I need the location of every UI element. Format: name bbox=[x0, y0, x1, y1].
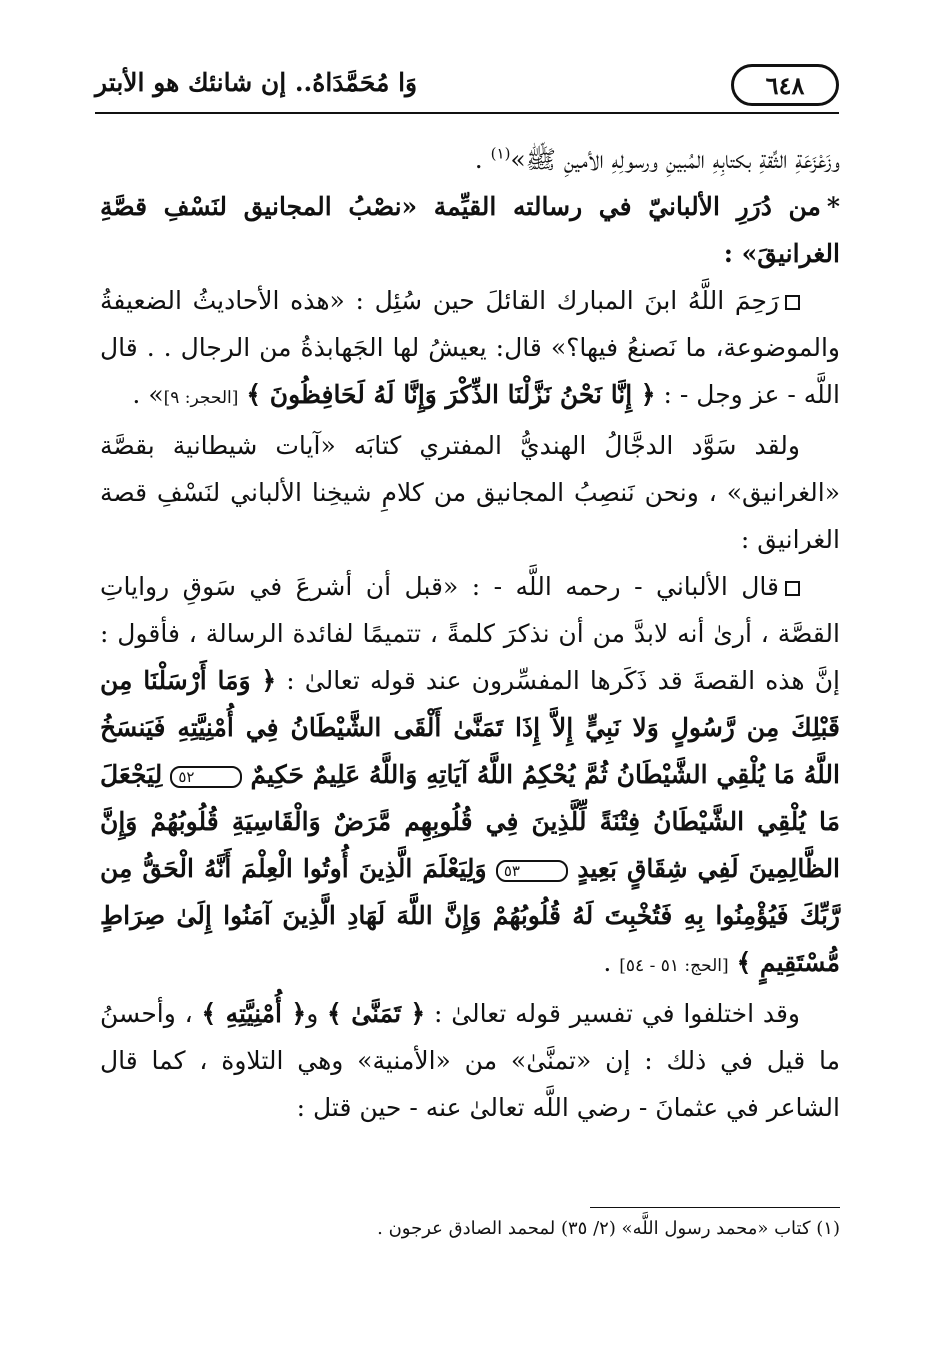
footnote: (١) كتاب «محمد رسول اللَّه» (٢/ ٣٥) لمحمد الصادق عرجون . bbox=[377, 1218, 840, 1239]
quran-word: ﴿ تَمَنَّىٰ ﴾ bbox=[327, 999, 426, 1028]
paragraph-4 bbox=[100, 563, 840, 990]
footnote-marker: (١) bbox=[490, 144, 511, 163]
quran-verse: ﴿ إِنَّا نَحْنُ نَزَّلْنَا الذِّكْرَ وَإِنَّا لَهُ لَحَافِظُونَ ﴾ bbox=[246, 380, 656, 409]
paragraph-5 bbox=[100, 990, 840, 1131]
ayah-number-53: ٥٣ bbox=[496, 860, 568, 882]
ayah-number-52: ٥٢ bbox=[170, 766, 242, 788]
page-header bbox=[95, 62, 839, 120]
conjunction: و bbox=[306, 999, 328, 1028]
paragraph-4-end: . bbox=[603, 948, 620, 977]
running-title: وَا مُحَمَّدَاهُ.. إن شانئك هو الأبتر bbox=[95, 68, 418, 97]
paragraph-1 bbox=[100, 136, 840, 183]
quran-verse: ﴿ وَمَا أَرْسَلْنَا مِن قَبْلِكَ مِن رَّسُولٍ وَلا نَبِيٍّ إِلاَّ إِذَا تَمَنَّىٰ أَلْقَى الشَّيْطَانُ فِي أُمْنِيَّتِهِ فَيَنسَخُ اللَّهُ مَا يُلْقِي الشَّيْطَانُ ثُمَّ يُحْكِمُ اللَّهُ آيَاتِهِ وَاللَّهُ عَلِيمٌ حَكِيمٌ bbox=[100, 666, 840, 789]
header-divider bbox=[95, 112, 839, 114]
paragraph-4-text: قال الألباني - رحمه اللَّه - : «قبل أن أشرعَ في سَوقِ رواياتِ القصَّة ، أرىٰ أنه لابدَّ من أن نذكرَ كلمةً ، تتميمًا لفائدة الرسالة ، فأقول : إنَّ هذه القصةَ قد ذَكَرها المفسِّرون عند قوله تعالىٰ : bbox=[100, 572, 840, 695]
paragraph-3: ولقد سَوَّد الدجَّالُ الهنديُّ المفتري كتابَه «آيات شيطانية بقصَّة «الغرانيق» ، ونحن نَنصِبُ المجانيق من كلامِ شيخِنا الألباني لنَسْفِ قصة الغرانيق : bbox=[100, 431, 840, 554]
quran-verse: لِيَجْعَلَ مَا يُلْقِي الشَّيْطَانُ فِتْنَةً لِّلَّذِينَ فِي قُلُوبِهِم مَّرَضٌ وَالْقَاسِيَةِ قُلُوبُهُمْ وَإِنَّ الظَّالِمِينَ لَفِي شِقَاقٍ بَعِيدٍ bbox=[100, 760, 841, 883]
paragraph-2-end: » . bbox=[132, 380, 164, 409]
square-bullet-icon bbox=[785, 581, 800, 596]
page-number: ٦٤٨ bbox=[731, 64, 839, 106]
paragraph-2-text: رَحِمَ اللَّهُ ابنَ المبارك القائلَ حين سُئِل : «هذه الأحاديثُ الضعيفةُ والموضوعة، ما نَصنعُ فيها؟» قال: يعيشُ لها الجَهابذةُ من الرجال . . قال اللَّه - عز وجل - : bbox=[100, 286, 840, 409]
paragraph-1-text: وزَعْزَعَةِ الثِّقةِ بكتابِهِ المُبينِ ورسولِهِ الأمينِ ﷺ» bbox=[510, 145, 840, 174]
paragraph-2 bbox=[100, 277, 840, 422]
paragraph-5-text: وقد اختلفوا في تفسير قوله تعالىٰ : bbox=[434, 999, 800, 1028]
quran-verse: وَلِيَعْلَمَ الَّذِينَ أُوتُوا الْعِلْمَ أَنَّهُ الْحَقُّ مِن رَّبِّكَ فَيُؤْمِنُوا بِهِ فَتُخْبِتَ لَهُ قُلُوبُهُمْ وَإِنَّ اللَّهَ لَهَادِ الَّذِينَ آمَنُوا إِلَىٰ صِرَاطٍ مُّسْتَقِيمٍ ﴾ bbox=[100, 854, 840, 977]
verse-reference: [الحجر: ٩] bbox=[163, 388, 239, 408]
footnote-divider bbox=[590, 1207, 840, 1208]
page-body bbox=[100, 136, 840, 1131]
square-bullet-icon bbox=[785, 295, 800, 310]
star-icon: * bbox=[826, 192, 840, 221]
section-heading-text: من دُرَرِ الألبانيّ في رسالته القيِّمة «نصْبُ المجانيق لنَسْفِ قصَّةِ الغرانيقَ» : bbox=[100, 192, 840, 268]
verse-reference: [الحج: ٥١ - ٥٤] bbox=[619, 956, 729, 976]
section-heading bbox=[100, 183, 840, 277]
paragraph-5-continuation: ، وأحسنُ ما قيل في ذلك : إن «تمنَّىٰ» من «الأمنية» وهي التلاوة ، كما قال الشاعر في عثمانَ - رضي اللَّه تعالىٰ عنه - حين قتل : bbox=[100, 999, 840, 1122]
paragraph-1-end: . bbox=[474, 145, 491, 174]
quran-word: ﴿ أُمْنِيَّتِهِ ﴾ bbox=[201, 999, 307, 1028]
